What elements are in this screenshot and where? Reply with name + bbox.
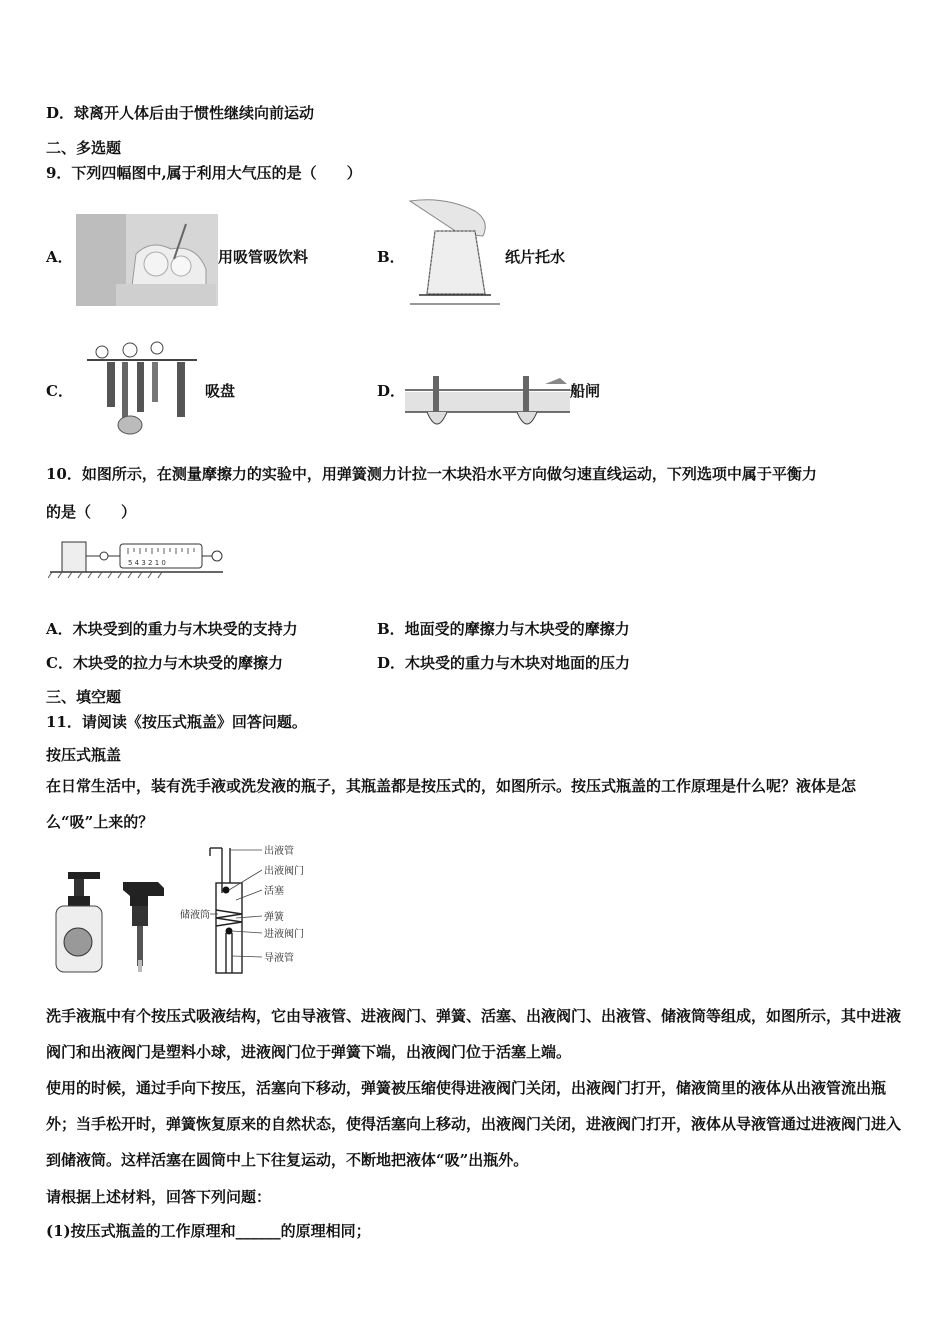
q9-option-a-letter: A．: [46, 248, 73, 266]
q11-label-guide-pipe: 导液管: [264, 953, 294, 964]
q11-pump-diagram: [180, 838, 340, 978]
q9-option-d-caption: 船闸: [570, 382, 601, 400]
q10-stem-line1: 10．如图所示，在测量摩擦力的实验中，用弹簧测力计拉一木块沿水平方向做匀速直线运动，下列选项中属于平衡力: [46, 465, 817, 483]
q10-option-d: D．木块受的重力与木块对地面的压力: [377, 654, 631, 672]
q9-option-c-letter: C．: [46, 382, 73, 400]
q9-option-b-letter: B．: [377, 248, 405, 266]
section3-title: 三、填空题: [46, 688, 122, 706]
q8-option-d: D．球离开人体后由于惯性继续向前运动: [46, 104, 315, 122]
q11-label-storage: 储液筒: [180, 910, 210, 921]
q11-sub1: (1)按压式瓶盖的工作原理和______的原理相同；: [46, 1222, 371, 1240]
q10-scale-numbers: 5 4 3 2 1 0: [128, 559, 166, 567]
q9-option-c-caption: 吸盘: [205, 382, 236, 400]
q11-label-outlet-pipe: 出液管: [264, 846, 294, 857]
q11-para3: 使用的时候，通过手向下按压，活塞向下移动，弹簧被压缩使得进液阀门关闭，出液阀门打开，储液筒里的液体从出液管流出瓶外；当手松开时，弹簧恢复原来的自然状态，使得活塞向上移动，出液阀门关闭，进液阀门打开，液体从导液管通过进液阀门进入到储液筒。这样活塞在圆筒中上下往复运动，不断地把液体“吸”出瓶外。: [46, 1079, 902, 1169]
q11-label-piston: 活塞: [264, 886, 284, 897]
q11-pump-image: [118, 870, 173, 975]
q11-article-title: 按压式瓶盖: [46, 746, 122, 764]
q11-stem: 11．请阅读《按压式瓶盖》回答问题。: [46, 713, 307, 731]
q11-prompt: 请根据上述材料，回答下列问题：: [46, 1188, 272, 1206]
q9-stem: 9．下列四幅图中,属于利用大气压的是（ ）: [46, 164, 362, 182]
q11-bottle-image: [50, 870, 110, 975]
q10-stem-line2: 的是（ ）: [46, 503, 137, 521]
q9-option-a-image: [76, 214, 218, 306]
q11-para2: 洗手液瓶中有个按压式吸液结构，它由导液管、进液阀门、弹簧、活塞、出液阀门、出液管、储液筒等组成，如图所示，其中进液阀门和出液阀门是塑料小球，进液阀门位于弹簧下端，出液阀门位于活塞上端。: [46, 1007, 902, 1061]
q9-option-c-image: [82, 330, 202, 440]
q10-option-c: C．木块受的拉力与木块受的摩擦力: [46, 654, 283, 672]
q9-option-d-image: [405, 370, 570, 438]
q10-option-a: A．木块受到的重力与木块受的支持力: [46, 620, 298, 638]
q9-option-d-letter: D．: [377, 382, 406, 400]
q11-label-inlet-valve: 进液阀门: [264, 929, 304, 940]
q10-spring-scale-diagram: [48, 534, 228, 584]
q11-label-spring: 弹簧: [264, 912, 284, 923]
q9-option-b-caption: 纸片托水: [505, 248, 566, 266]
section2-title: 二、多选题: [46, 139, 122, 157]
q9-option-a-caption: 用吸管吸饮料: [218, 248, 309, 266]
q11-para1: 在日常生活中，装有洗手液或洗发液的瓶子，其瓶盖都是按压式的，如图所示。按压式瓶盖的工作原理是什么呢？液体是怎么“吸”上来的？: [46, 777, 857, 831]
q9-option-b-image: [405, 196, 505, 308]
q11-label-outlet-valve: 出液阀门: [264, 866, 304, 877]
q10-option-b: B．地面受的摩擦力与木块受的摩擦力: [377, 620, 630, 638]
